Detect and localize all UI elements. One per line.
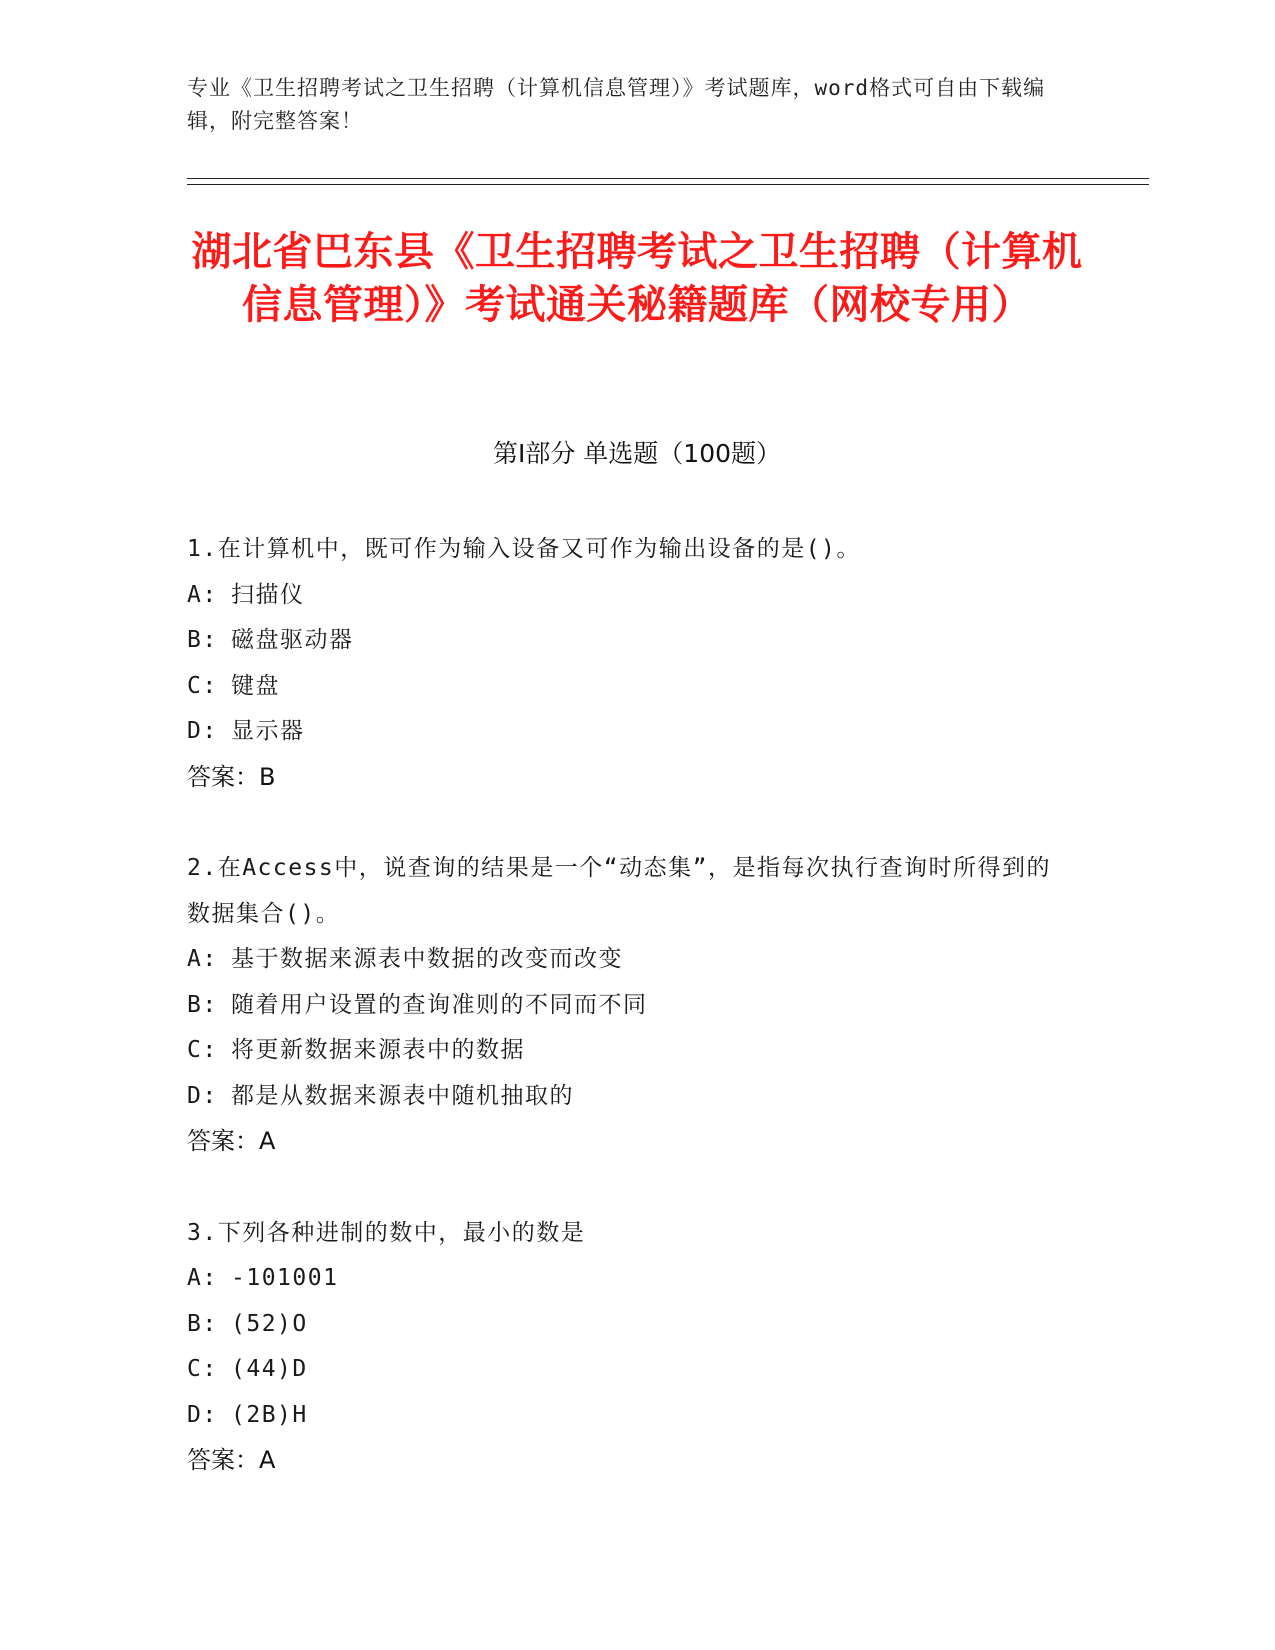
- answer-line: 答案：A: [187, 1446, 276, 1474]
- option-text: (2B)H: [231, 1401, 308, 1428]
- option-key: C:: [187, 1037, 218, 1063]
- question-stem: 1.在计算机中，既可作为输入设备又可作为输出设备的是()。: [187, 536, 861, 562]
- option-key: C:: [187, 1356, 218, 1382]
- answer-line: 答案：B: [187, 762, 276, 791]
- option-text: 显示器: [231, 718, 305, 744]
- option-key: C:: [187, 672, 218, 699]
- answer-line: 答案：A: [187, 1127, 276, 1155]
- option-key: D:: [187, 1082, 218, 1109]
- option-c: [187, 664, 1067, 710]
- option-key: A:: [187, 946, 218, 972]
- option-key: B:: [187, 991, 218, 1018]
- header-rule-top: [187, 178, 1149, 179]
- option-d: [187, 1393, 1067, 1439]
- option-text: -101001: [231, 1265, 339, 1291]
- option-text: 基于数据来源表中数据的改变而改变: [231, 946, 623, 972]
- option-text: 将更新数据来源表中的数据: [231, 1037, 525, 1063]
- option-a: [187, 573, 1067, 619]
- option-a: [187, 1256, 1067, 1302]
- option-b: [187, 1302, 1067, 1348]
- option-key: B:: [187, 1310, 218, 1337]
- header-note: 专业《卫生招聘考试之卫生招聘（计算机信息管理）》考试题库，word格式可自由下载编辑，附完整答案！: [187, 76, 1046, 133]
- option-b: [187, 983, 1067, 1029]
- option-key: A:: [187, 1265, 218, 1291]
- option-key: D:: [187, 1401, 218, 1428]
- document-title: 湖北省巴东县《卫生招聘考试之卫生招聘（计算机信息管理）》考试通关秘籍题库（网校专用）: [191, 229, 1083, 328]
- question-list: [187, 527, 1067, 1530]
- option-key: D:: [187, 718, 218, 744]
- option-text: 磁盘驱动器: [231, 627, 354, 653]
- option-text: 扫描仪: [231, 581, 305, 608]
- option-text: 都是从数据来源表中随机抽取的: [231, 1082, 574, 1109]
- question-2: [187, 846, 1067, 1165]
- option-text: 键盘: [231, 672, 280, 699]
- option-c: [187, 1028, 1067, 1074]
- option-d: [187, 1074, 1067, 1120]
- option-b: [187, 618, 1067, 664]
- question-stem: 3.下列各种进制的数中，最小的数是: [187, 1219, 586, 1246]
- option-key: A:: [187, 581, 218, 608]
- question-1: [187, 527, 1067, 800]
- option-text: 随着用户设置的查询准则的不同而不同: [231, 991, 648, 1018]
- section-title: 第Ⅰ部分 单选题（100题）: [492, 439, 782, 468]
- option-a: [187, 937, 1067, 983]
- question-stem: 2.在Access中，说查询的结果是一个“动态集”，是指每次执行查询时所得到的数据集合()。: [187, 855, 1051, 927]
- option-text: (44)D: [231, 1356, 308, 1382]
- header-rule-bottom: [187, 184, 1149, 185]
- option-d: [187, 709, 1067, 755]
- option-key: B:: [187, 627, 218, 653]
- question-3: [187, 1211, 1067, 1484]
- option-text: (52)O: [231, 1310, 308, 1337]
- option-c: [187, 1347, 1067, 1393]
